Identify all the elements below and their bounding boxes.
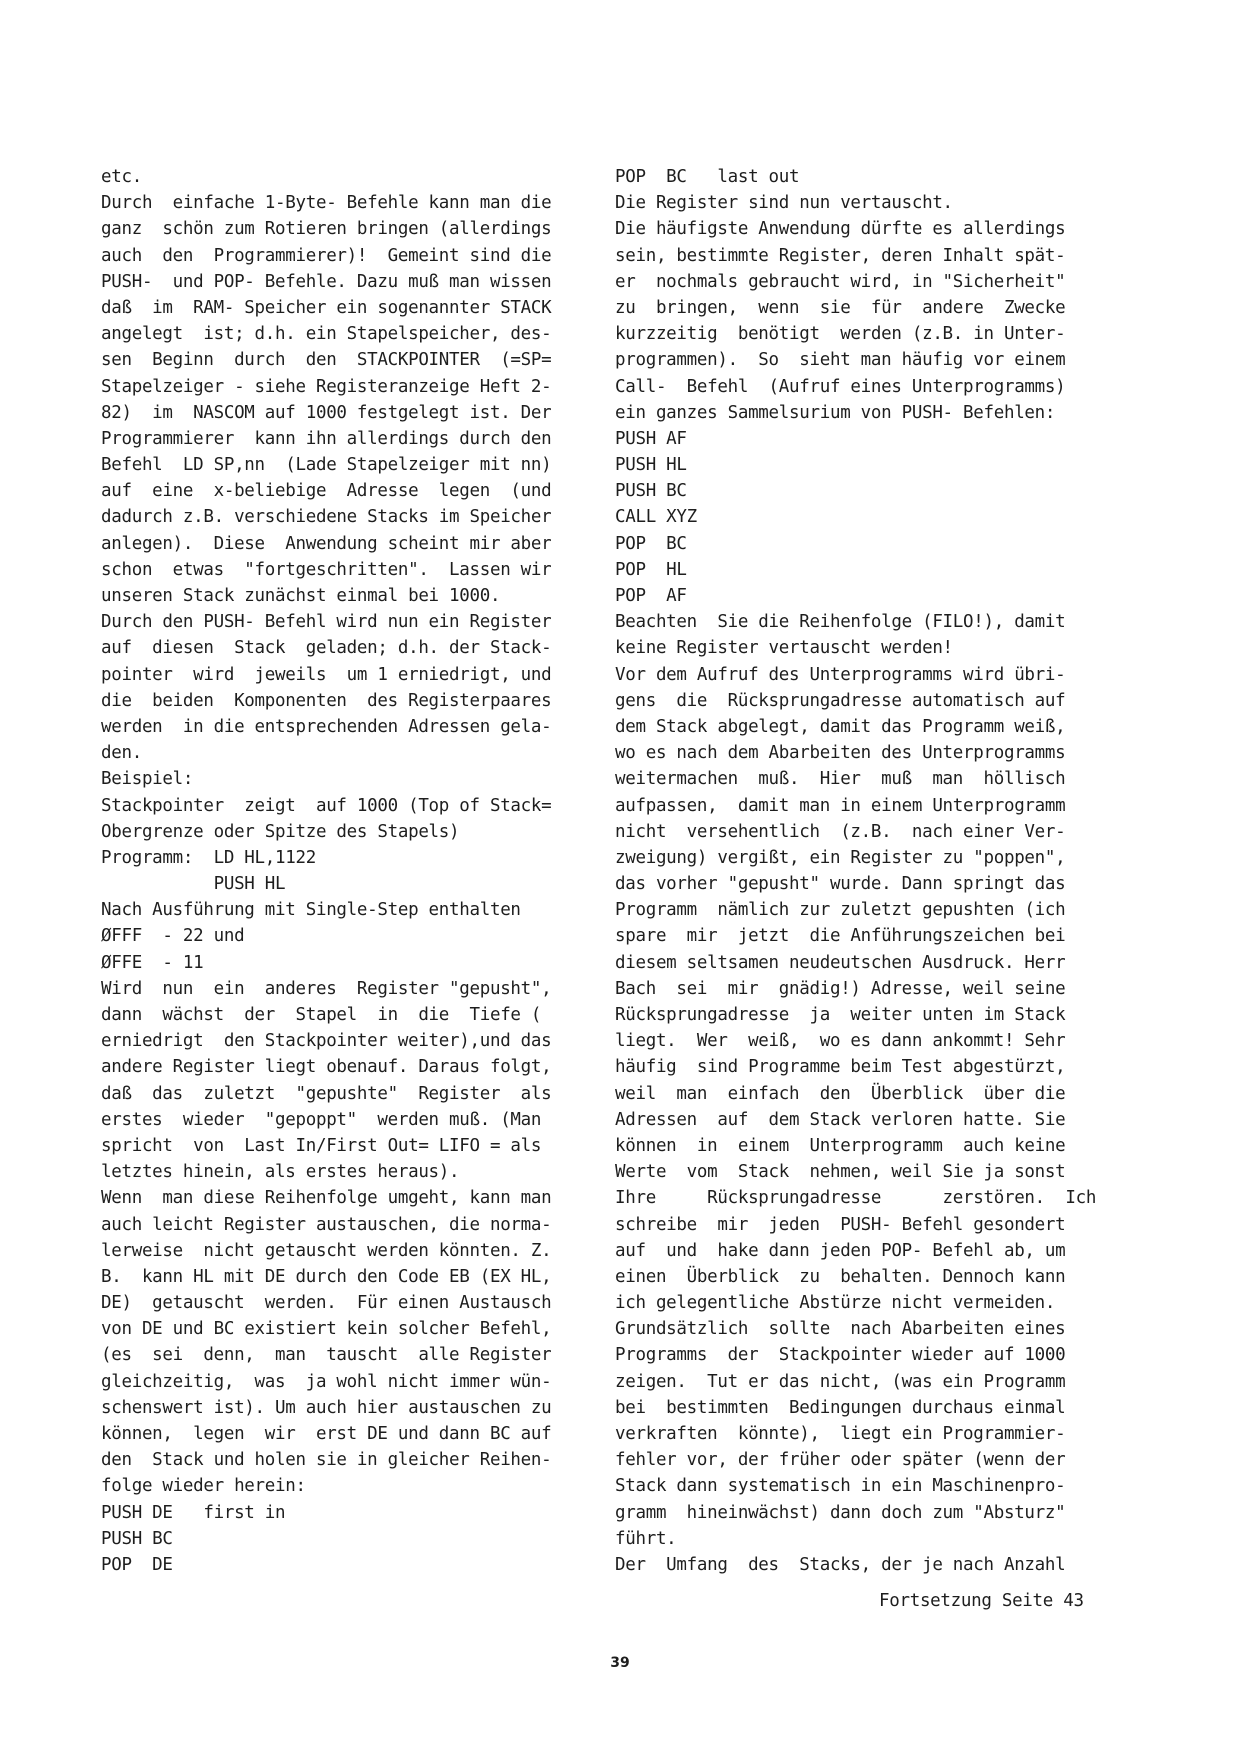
text-line: zweigung) vergißt, ein Register zu "poppen", bbox=[615, 847, 1066, 868]
text-line: Beachten Sie die Reihenfolge (FILO!), damit bbox=[615, 612, 1066, 633]
text-line: andere Register liegt obenauf. Daraus folgt, bbox=[101, 1057, 552, 1078]
text-line: anlegen). Diese Anwendung scheint mir aber bbox=[101, 533, 552, 554]
text-line: Adressen auf dem Stack verloren hatte. Sie bbox=[615, 1109, 1066, 1130]
text-line: schon etwas "fortgeschritten". Lassen wir bbox=[101, 559, 552, 580]
text-line: Programm nämlich zur zuletzt gepushten (ich bbox=[615, 900, 1066, 921]
text-line: CALL XYZ bbox=[615, 507, 697, 528]
text-line: lerweise nicht getauscht werden könnten. Z. bbox=[101, 1240, 552, 1261]
text-line: können, legen wir erst DE und dann BC auf bbox=[101, 1424, 552, 1444]
continuation-note: Fortsetzung Seite 43 bbox=[879, 1591, 1084, 1611]
text-line: einen Überblick zu behalten. Dennoch kann bbox=[615, 1266, 1066, 1287]
text-line: auf eine x-beliebige Adresse legen (und bbox=[101, 481, 552, 502]
text-line: PUSH AF bbox=[615, 428, 687, 449]
text-line: etc. bbox=[101, 167, 142, 187]
text-line: auf diesen Stack geladen; d.h. der Stack- bbox=[101, 638, 552, 659]
text-line: B. kann HL mit DE durch den Code EB (EX HL, bbox=[101, 1266, 552, 1287]
text-line: ganz schön zum Rotieren bringen (allerdings bbox=[101, 219, 552, 240]
text-line: daß im RAM- Speicher ein sogenannter STACK bbox=[101, 297, 552, 318]
text-line: spare mir jetzt die Anführungszeichen bei bbox=[615, 926, 1066, 947]
text-line: die beiden Komponenten des Registerpaares bbox=[101, 690, 552, 711]
text-line: zu bringen, wenn sie für andere Zwecke bbox=[615, 297, 1066, 318]
text-line: POP DE bbox=[101, 1554, 173, 1575]
text-line: das vorher "gepusht" wurde. Dann springt das bbox=[615, 874, 1066, 895]
text-line: Werte vom Stack nehmen, weil Sie ja sonst bbox=[615, 1162, 1066, 1183]
text-line: Bach sei mir gnädig!) Adresse, weil seine bbox=[615, 978, 1066, 999]
text-line: wo es nach dem Abarbeiten des Unterprogramms bbox=[615, 743, 1066, 764]
text-line: erstes wieder "gepoppt" werden muß. (Man bbox=[101, 1109, 542, 1130]
text-line: Vor dem Aufruf des Unterprogramms wird übri- bbox=[615, 664, 1066, 685]
text-line: Stapelzeiger - siehe Registeranzeige Heft 2- bbox=[101, 376, 552, 397]
text-line: dadurch z.B. verschiedene Stacks im Speicher bbox=[101, 507, 552, 528]
text-line: folge wieder herein: bbox=[101, 1476, 306, 1497]
text-line: Der Umfang des Stacks, der je nach Anzahl bbox=[615, 1554, 1066, 1575]
text-line: gramm hineinwächst) dann doch zum "Absturz" bbox=[615, 1502, 1066, 1523]
text-line: den. bbox=[101, 743, 142, 764]
text-line: Beispiel: bbox=[101, 769, 194, 790]
right-column bbox=[615, 164, 1095, 1578]
text-line: werden in die entsprechenden Adressen gela- bbox=[101, 716, 552, 737]
text-line: verkraften könnte), liegt ein Programmier- bbox=[615, 1424, 1066, 1444]
text-line: PUSH HL bbox=[101, 874, 286, 895]
text-line: PUSH BC bbox=[101, 1528, 173, 1549]
text-line: ØFFE - 11 bbox=[101, 952, 204, 973]
text-line: angelegt ist; d.h. ein Stapelspeicher, des- bbox=[101, 324, 552, 345]
text-line: Befehl LD SP,nn (Lade Stapelzeiger mit nn) bbox=[101, 455, 552, 476]
text-line: Nach Ausführung mit Single-Step enthalten bbox=[101, 900, 521, 921]
text-line: Die häufigste Anwendung dürfte es allerdings bbox=[615, 219, 1066, 240]
text-line: auf und hake dann jeden POP- Befehl ab, um bbox=[615, 1240, 1066, 1261]
text-line: POP BC last out bbox=[615, 167, 800, 187]
text-line: Programms der Stackpointer wieder auf 1000 bbox=[615, 1345, 1066, 1366]
text-line: 82) im NASCOM auf 1000 festgelegt ist. Der bbox=[101, 402, 552, 423]
text-line: fehler vor, der früher oder später (wenn der bbox=[615, 1450, 1066, 1471]
text-line: Programm: LD HL,1122 bbox=[101, 847, 316, 868]
text-line: weitermachen muß. Hier muß man höllisch bbox=[615, 769, 1066, 790]
text-line: führt. bbox=[615, 1528, 677, 1549]
text-line: häufig sind Programme beim Test abgestürzt, bbox=[615, 1057, 1066, 1078]
text-line: ØFFF - 22 und bbox=[101, 926, 245, 947]
text-line: gens die Rücksprungadresse automatisch auf bbox=[615, 690, 1066, 711]
text-line: können in einem Unterprogramm auch keine bbox=[615, 1135, 1066, 1156]
text-line: schenswert ist). Um auch hier austauschen zu bbox=[101, 1397, 552, 1418]
text-line: Obergrenze oder Spitze des Stapels) bbox=[101, 821, 460, 842]
text-line: erniedrigt den Stackpointer weiter),und das bbox=[101, 1031, 552, 1052]
text-line: Die Register sind nun vertauscht. bbox=[615, 193, 953, 214]
text-line: Stack dann systematisch in ein Maschinenpro- bbox=[615, 1476, 1066, 1497]
text-line: liegt. Wer weiß, wo es dann ankommt! Sehr bbox=[615, 1031, 1066, 1052]
text-line: daß das zuletzt "gepushte" Register als bbox=[101, 1083, 552, 1104]
text-line: ein ganzes Sammelsurium von PUSH- Befehlen: bbox=[615, 402, 1056, 423]
text-line: gleichzeitig, was ja wohl nicht immer wün- bbox=[101, 1371, 552, 1392]
text-line: auch den Programmierer)! Gemeint sind die bbox=[101, 245, 552, 266]
text-line: schreibe mir jeden PUSH- Befehl gesondert bbox=[615, 1214, 1066, 1235]
text-line: kurzzeitig benötigt werden (z.B. in Unter- bbox=[615, 324, 1066, 345]
text-line: Durch den PUSH- Befehl wird nun ein Register bbox=[101, 612, 552, 633]
text-line: zeigen. Tut er das nicht, (was ein Programm bbox=[615, 1371, 1066, 1392]
text-line: PUSH DE first in bbox=[101, 1502, 286, 1523]
text-line: dem Stack abgelegt, damit das Programm weiß, bbox=[615, 716, 1066, 737]
text-line: PUSH BC bbox=[615, 481, 687, 502]
text-line: sein, bestimmte Register, deren Inhalt spät- bbox=[615, 245, 1066, 266]
text-line: Ihre Rücksprungadresse zerstören. Ich bbox=[615, 1188, 1097, 1209]
text-line: er nochmals gebraucht wird, in "Sicherheit" bbox=[615, 271, 1066, 292]
text-line: POP AF bbox=[615, 586, 687, 606]
text-line: den Stack und holen sie in gleicher Reihen- bbox=[101, 1450, 552, 1471]
text-line: weil man einfach den Überblick über die bbox=[615, 1083, 1066, 1104]
text-line: von DE und BC existiert kein solcher Befehl, bbox=[101, 1319, 552, 1340]
text-line: Rücksprungadresse ja weiter unten im Stack bbox=[615, 1005, 1066, 1025]
text-line: keine Register vertauscht werden! bbox=[615, 638, 953, 659]
text-line: programmen). So sieht man häufig vor einem bbox=[615, 350, 1066, 371]
text-line: spricht von Last In/First Out= LIFO = als bbox=[101, 1135, 542, 1156]
text-line: nicht versehentlich (z.B. nach einer Ver- bbox=[615, 821, 1066, 842]
text-line: (es sei denn, man tauscht alle Register bbox=[101, 1345, 552, 1366]
text-line: letztes hinein, als erstes heraus). bbox=[101, 1162, 460, 1183]
text-line: POP HL bbox=[615, 559, 687, 580]
text-line: Wird nun ein anderes Register "gepusht", bbox=[101, 978, 552, 999]
left-column bbox=[101, 164, 571, 1578]
text-line: Stackpointer zeigt auf 1000 (Top of Stack= bbox=[101, 795, 552, 816]
text-line: auch leicht Register austauschen, die norma- bbox=[101, 1214, 552, 1235]
text-line: PUSH- und POP- Befehle. Dazu muß man wissen bbox=[101, 271, 552, 292]
page-number: 39 bbox=[610, 1655, 630, 1671]
text-line: unseren Stack zunächst einmal bei 1000. bbox=[101, 586, 501, 606]
text-line: Durch einfache 1-Byte- Befehle kann man die bbox=[101, 193, 552, 214]
text-line: Programmierer kann ihn allerdings durch den bbox=[101, 428, 552, 449]
text-line: POP BC bbox=[615, 533, 687, 554]
text-line: pointer wird jeweils um 1 erniedrigt, und bbox=[101, 664, 552, 685]
text-line: dann wächst der Stapel in die Tiefe ( bbox=[101, 1005, 542, 1025]
text-line: PUSH HL bbox=[615, 455, 687, 476]
text-line: ich gelegentliche Abstürze nicht vermeiden. bbox=[615, 1293, 1056, 1314]
text-line: Call- Befehl (Aufruf eines Unterprogramms) bbox=[615, 376, 1066, 397]
text-line: Grundsätzlich sollte nach Abarbeiten eines bbox=[615, 1319, 1066, 1340]
text-line: diesem seltsamen neudeutschen Ausdruck. Herr bbox=[615, 952, 1066, 973]
text-line: aufpassen, damit man in einem Unterprogramm bbox=[615, 795, 1066, 816]
text-line: sen Beginn durch den STACKPOINTER (=SP= bbox=[101, 350, 552, 371]
text-line: Wenn man diese Reihenfolge umgeht, kann man bbox=[101, 1188, 552, 1209]
text-line: DE) getauscht werden. Für einen Austausch bbox=[101, 1293, 552, 1314]
text-line: bei bestimmten Bedingungen durchaus einmal bbox=[615, 1397, 1066, 1418]
